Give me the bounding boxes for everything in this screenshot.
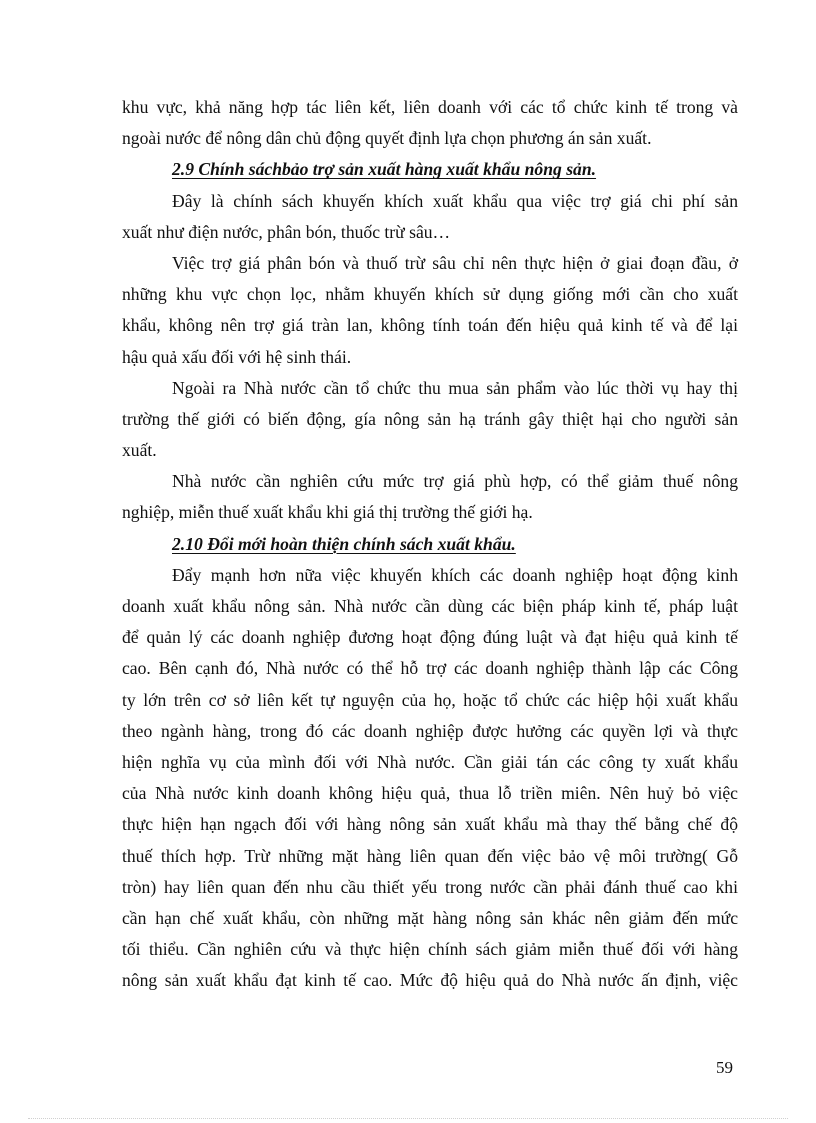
section-heading-text: 2.9 Chính sáchbảo trợ sản xuất hàng xuất khẩu nông sản. (172, 159, 597, 180)
text-line: Đẩy mạnh hơn nữa việc khuyến khích các doanh nghiệp hoạt động kinh (172, 564, 738, 585)
text-line: nông sản xuất khẩu đạt kinh tế cao. Mức độ hiệu quả do Nhà nước ấn định, việc (122, 970, 738, 991)
text-line: Ngoài ra Nhà nước cần tổ chức thu mua sản phẩm vào lúc thời vụ hay thị (172, 377, 738, 398)
text-line: xuất như điện nước, phân bón, thuốc trừ sâu… (122, 221, 451, 242)
paragraph (122, 373, 738, 467)
text-line: thuế thích hợp. Trừ những mặt hàng liên quan đến việc bảo vệ môi trường( Gỗ (122, 845, 738, 866)
text-line: khẩu, không nên trợ giá tràn lan, không tính toán đến hiệu quả kinh tế và để lại (122, 315, 738, 336)
text-line: hậu quả xấu đối với hệ sinh thái. (122, 346, 352, 367)
text-line: những khu vực chọn lọc, nhằm khuyến khích sử dụng giống mới cần cho xuất (122, 284, 738, 305)
document-body (122, 92, 738, 996)
page-bottom-rule (28, 1118, 788, 1119)
paragraph (122, 186, 738, 248)
text-line: khu vực, khả năng hợp tác liên kết, liên doanh với các tổ chức kinh tế trong và (122, 97, 738, 117)
text-line: trường thế giới có biến động, gía nông sản hạ tránh gây thiệt hại cho người sản (122, 408, 738, 429)
section-heading (122, 154, 738, 185)
paragraph (122, 466, 738, 528)
text-line: ty lớn trên cơ sở liên kết tự nguyện của họ, hoặc tổ chức các hiệp hội xuất khẩu (122, 689, 738, 710)
text-line: cần hạn chế xuất khẩu, còn những mặt hàng nông sản khác nên giảm đến mức (122, 907, 738, 928)
section-heading (122, 529, 738, 560)
text-line: doanh xuất khẩu nông sản. Nhà nước cần dùng các biện pháp kinh tế, pháp luật (122, 596, 738, 616)
text-line: tròn) hay liên quan đến nhu cầu thiết yếu trong nước cần phải đánh thuế cao khi (122, 876, 738, 897)
paragraph (122, 92, 738, 154)
text-line: cao. Bên cạnh đó, Nhà nước có thể hỗ trợ các doanh nghiệp thành lập các Công (122, 658, 738, 679)
text-line: hiện nghĩa vụ của mình đối với Nhà nước. Cần giải tán các công ty xuất khẩu (122, 751, 738, 772)
text-line: theo ngành hàng, trong đó các doanh nghiệp được hưởng các quyền lợi và thực (122, 720, 738, 741)
text-line: tối thiểu. Cần nghiên cứu và thực hiện chính sách giảm miễn thuế đối với hàng (122, 939, 738, 960)
text-line: xuất. (122, 440, 157, 461)
text-line: Đây là chính sách khuyến khích xuất khẩu qua việc trợ giá chi phí sản (172, 190, 738, 211)
text-line: để quản lý các doanh nghiệp đương hoạt động đúng luật và đạt hiệu quả kinh tế (122, 627, 738, 648)
text-line: ngoài nước để nông dân chủ động quyết định lựa chọn phương án sản xuất. (122, 128, 652, 149)
text-line: Việc trợ giá phân bón và thuố trừ sâu chỉ nên thực hiện ở giai đoạn đầu, ở (172, 252, 738, 273)
text-line: Nhà nước cần nghiên cứu mức trợ giá phù hợp, có thể giảm thuế nông (172, 471, 738, 492)
section-heading-text: 2.10 Đổi mới hoàn thiện chính sách xuất khẩu. (172, 533, 516, 554)
text-line: của Nhà nước kinh doanh không hiệu quả, thua lỗ triền miên. Nên huỷ bỏ việc (122, 783, 738, 804)
text-line: thực hiện hạn ngạch đối với hàng nông sản xuất khẩu mà thay thế bằng chế độ (122, 814, 738, 835)
page-number: 59 (716, 1058, 733, 1077)
text-line: nghiệp, miễn thuế xuất khẩu khi giá thị trường thế giới hạ. (122, 502, 533, 523)
paragraph (122, 248, 738, 373)
paragraph (122, 560, 738, 997)
